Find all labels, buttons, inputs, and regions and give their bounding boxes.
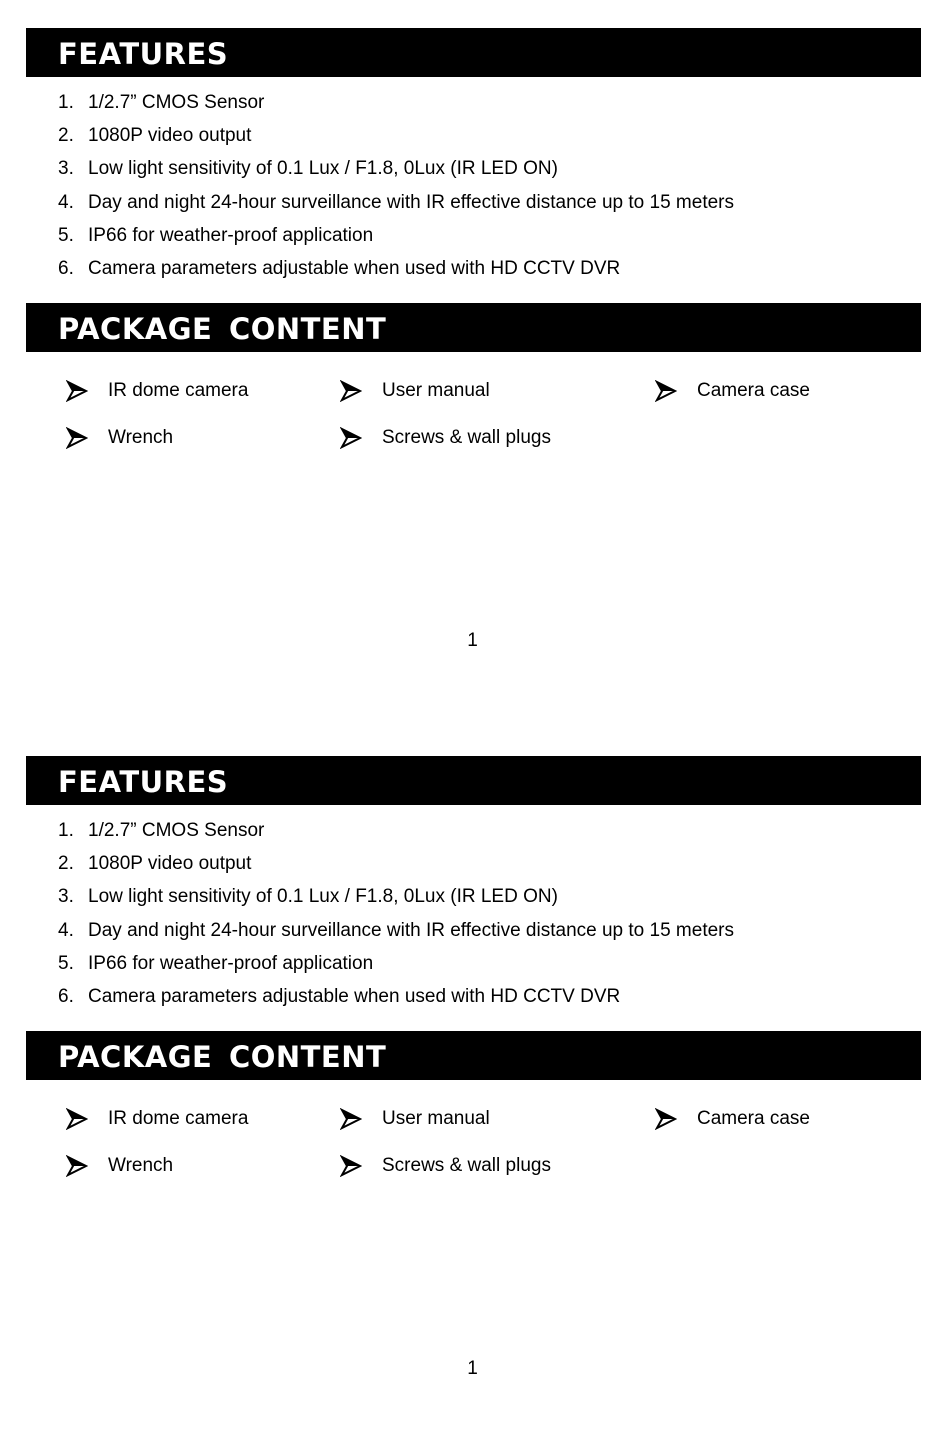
feature-text: IP66 for weather-proof application bbox=[88, 225, 374, 246]
package-item-label: Camera case bbox=[697, 380, 810, 401]
feature-number: 6. bbox=[58, 258, 74, 279]
feature-text: Camera parameters adjustable when used with HD CCTV DVR bbox=[88, 986, 621, 1007]
package-item-label: Screws & wall plugs bbox=[382, 427, 551, 448]
feature-number: 5. bbox=[58, 225, 74, 246]
arrow-bullet-icon bbox=[340, 1108, 362, 1130]
arrow-bullet-icon bbox=[66, 1155, 88, 1177]
arrow-bullet-icon bbox=[66, 427, 88, 449]
page-number: 1 bbox=[467, 1358, 478, 1379]
feature-text: 1/2.7” CMOS Sensor bbox=[88, 820, 265, 841]
arrow-bullet-icon bbox=[340, 1155, 362, 1177]
feature-text: 1080P video output bbox=[88, 853, 252, 874]
package-item-label: Camera case bbox=[697, 1108, 810, 1129]
package-item-label: User manual bbox=[382, 1108, 490, 1129]
package-header-bar bbox=[26, 1031, 921, 1080]
feature-text: Low light sensitivity of 0.1 Lux / F1.8, 0Lux (IR LED ON) bbox=[88, 158, 558, 179]
package-item-label: Wrench bbox=[108, 427, 174, 448]
feature-number: 4. bbox=[58, 920, 74, 941]
feature-number: 2. bbox=[58, 125, 74, 146]
feature-text: Camera parameters adjustable when used with HD CCTV DVR bbox=[88, 258, 621, 279]
feature-text: 1080P video output bbox=[88, 125, 252, 146]
package-heading: PACKAGE CONTENT bbox=[58, 312, 387, 346]
arrow-bullet-icon bbox=[66, 1108, 88, 1130]
arrow-bullet-icon bbox=[66, 380, 88, 402]
feature-text: Day and night 24-hour surveillance with IR effective distance up to 15 meters bbox=[88, 920, 734, 941]
page-number: 1 bbox=[467, 630, 478, 651]
features-header-bar bbox=[26, 756, 921, 805]
feature-number: 3. bbox=[58, 158, 74, 179]
package-item-label: Screws & wall plugs bbox=[382, 1155, 551, 1176]
features-header-bar bbox=[26, 28, 921, 77]
arrow-bullet-icon bbox=[340, 427, 362, 449]
feature-number: 5. bbox=[58, 953, 74, 974]
features-heading: FEATURES bbox=[58, 37, 229, 71]
manual-page bbox=[0, 728, 950, 1456]
arrow-bullet-icon bbox=[340, 380, 362, 402]
feature-text: Day and night 24-hour surveillance with IR effective distance up to 15 meters bbox=[88, 192, 734, 213]
feature-number: 2. bbox=[58, 853, 74, 874]
feature-text: 1/2.7” CMOS Sensor bbox=[88, 92, 265, 113]
feature-number: 4. bbox=[58, 192, 74, 213]
package-item-label: Wrench bbox=[108, 1155, 174, 1176]
feature-number: 1. bbox=[58, 820, 74, 841]
features-heading: FEATURES bbox=[58, 765, 229, 799]
feature-number: 1. bbox=[58, 92, 74, 113]
feature-text: IP66 for weather-proof application bbox=[88, 953, 374, 974]
package-header-bar bbox=[26, 303, 921, 352]
package-item-label: User manual bbox=[382, 380, 490, 401]
arrow-bullet-icon bbox=[655, 380, 677, 402]
package-heading: PACKAGE CONTENT bbox=[58, 1040, 387, 1074]
feature-text: Low light sensitivity of 0.1 Lux / F1.8, 0Lux (IR LED ON) bbox=[88, 886, 558, 907]
package-item-label: IR dome camera bbox=[108, 380, 249, 401]
feature-number: 3. bbox=[58, 886, 74, 907]
package-item-label: IR dome camera bbox=[108, 1108, 249, 1129]
feature-number: 6. bbox=[58, 986, 74, 1007]
arrow-bullet-icon bbox=[655, 1108, 677, 1130]
